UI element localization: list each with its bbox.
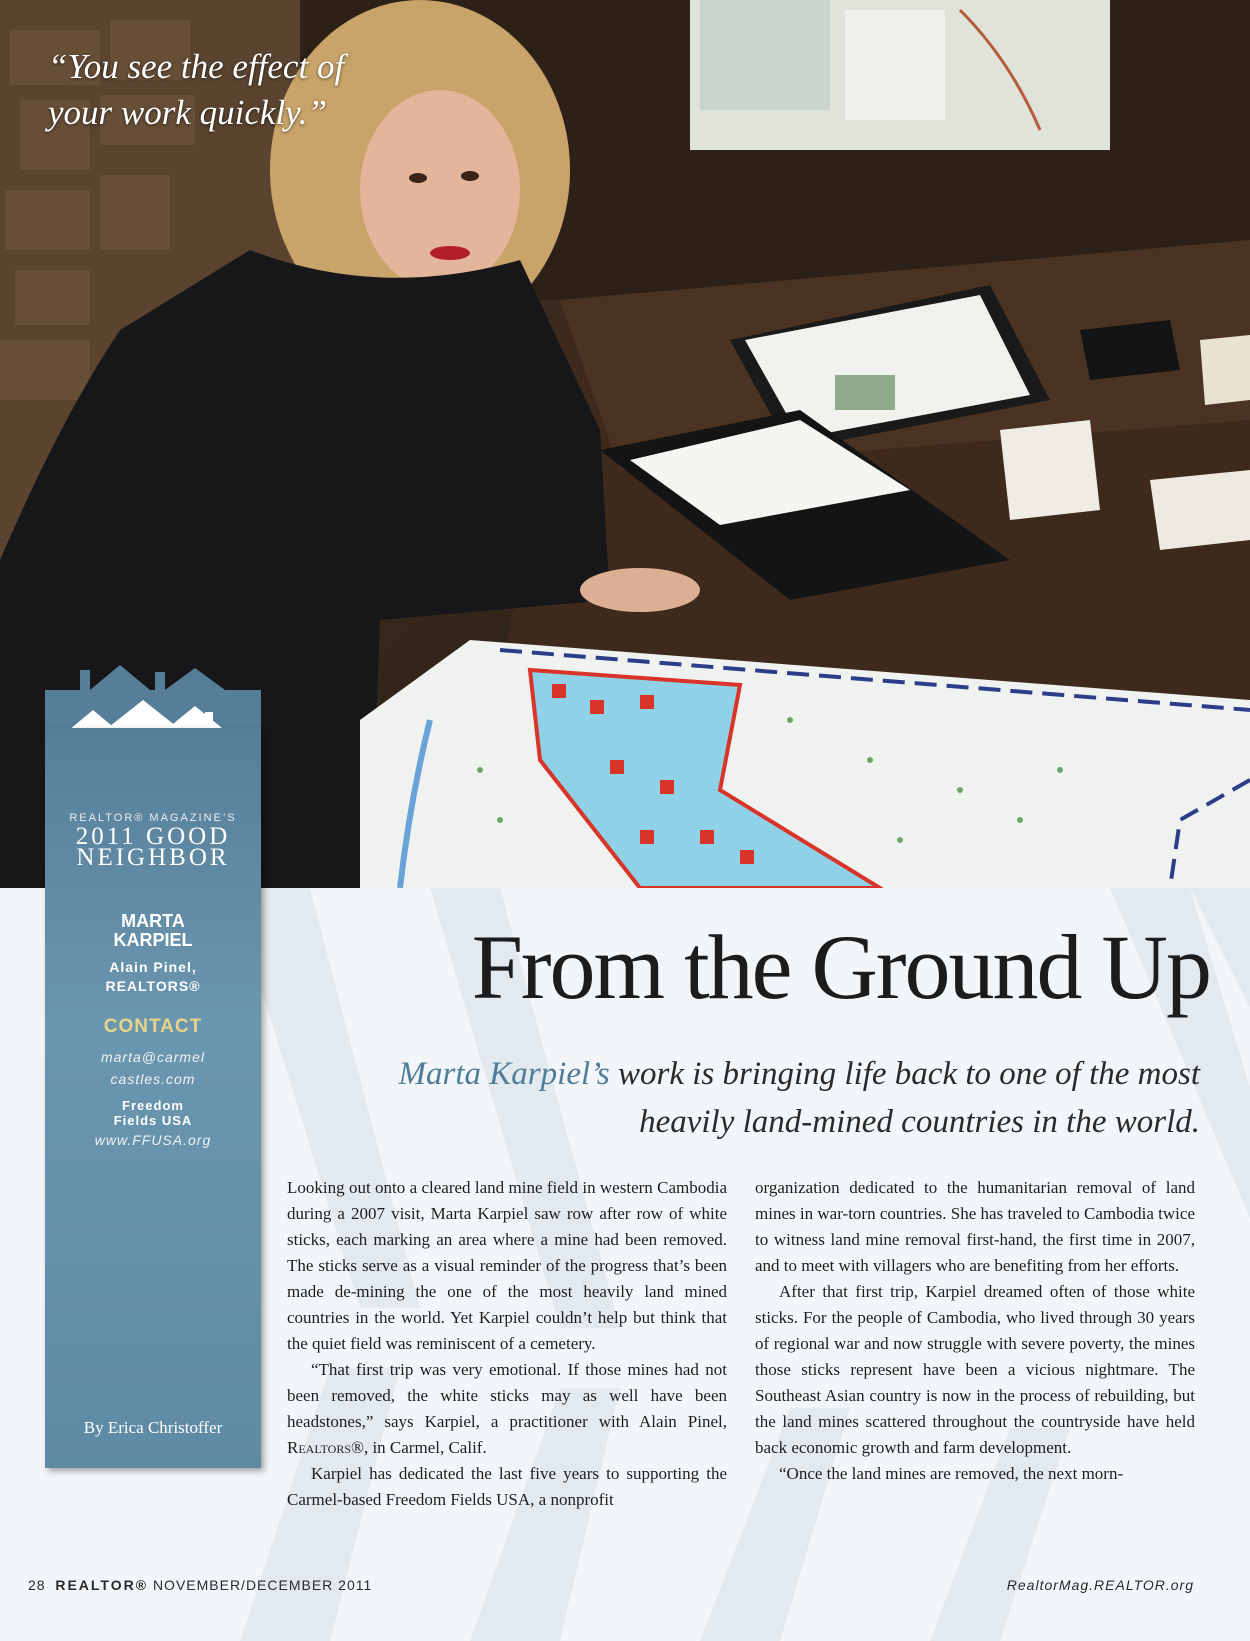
- pull-quote: “You see the effect of your work quickly.”: [48, 47, 345, 132]
- website-url[interactable]: RealtorMag.REALTOR.org: [1006, 1577, 1194, 1593]
- page-number: 28: [28, 1577, 46, 1593]
- deck-name: Marta Karpiel’s: [398, 1056, 610, 1092]
- paragraph: Looking out onto a cleared land mine field in western Cambodia during a 2007 visit, Marta Karpiel saw row after row of white sticks, each marking an area where a mine had been removed. The sticks serve as a visual reminder of the progress that’s been made de-mining the one of the most heavily land mined countries in the world. Yet Karpiel couldn’t help but think that the quiet field was reminiscent of a cemetery.: [287, 1178, 727, 1353]
- organization-url[interactable]: www.FFUSA.org: [94, 1132, 212, 1148]
- realtors-smallcaps: Realtors: [287, 1438, 352, 1457]
- article-column-1: [287, 1175, 727, 1535]
- paragraph: “Once the land mines are removed, the next morn-: [779, 1464, 1124, 1483]
- sidebar: [45, 660, 261, 1610]
- paragraph-text: ®, in Carmel, Calif.: [351, 1438, 487, 1457]
- deck: [330, 1050, 1200, 1146]
- headline: From the Ground Up: [471, 916, 1210, 1018]
- paragraph: [287, 1357, 727, 1461]
- page-footer: [28, 1577, 372, 1593]
- badge-kicker: REALTOR® MAGAZINE’S: [69, 812, 237, 824]
- paragraph: organization dedicated to the humanitarian removal of land mines in war-torn countries. She has traveled to Cambodia twice to witness land mine removal first-hand, the first time in 2007, and to meet with villagers who are benefiting from her efforts.: [755, 1178, 1195, 1275]
- byline: By Erica Christoffer: [83, 1418, 223, 1437]
- contact-email[interactable]: marta@carmel castles.com: [100, 1049, 205, 1087]
- deck-text: work is bringing life back to one of the most heavily land-mined countries in the world.: [609, 1056, 1200, 1140]
- paragraph-text: “That first trip was very emotional. If those mines had not been removed, the white sticks may as well have been headstones,” says Karpiel, a practitioner with Alain Pinel,: [287, 1360, 727, 1431]
- paragraph: After that first trip, Karpiel dreamed often of those white sticks. For the people of Cambodia, who lived through 30 years of regional war and now struggle with severe poverty, the mines those sticks represent have been a vicious nightmare. The Southeast Asian country is now in the process of rebuilding, but the land mines scattered throughout the countryside have held back economic growth and farm development.: [755, 1282, 1195, 1457]
- profile-name: MARTA KARPIEL: [113, 911, 193, 950]
- magazine-brand: REALTOR®: [55, 1577, 149, 1593]
- organization-name: Freedom Fields USA: [113, 1098, 193, 1128]
- contact-heading: CONTACT: [103, 1016, 203, 1037]
- article-column-2: [755, 1175, 1195, 1535]
- profile-firm: Alain Pinel, REALTORS®: [105, 959, 201, 994]
- paragraph: Karpiel has dedicated the last five years to supporting the Carmel-based Freedom Fields USA, a nonprofit: [287, 1464, 727, 1509]
- issue-date: NOVEMBER/DECEMBER 2011: [152, 1577, 373, 1593]
- badge-title: 2011 GOOD NEIGHBOR: [75, 823, 231, 871]
